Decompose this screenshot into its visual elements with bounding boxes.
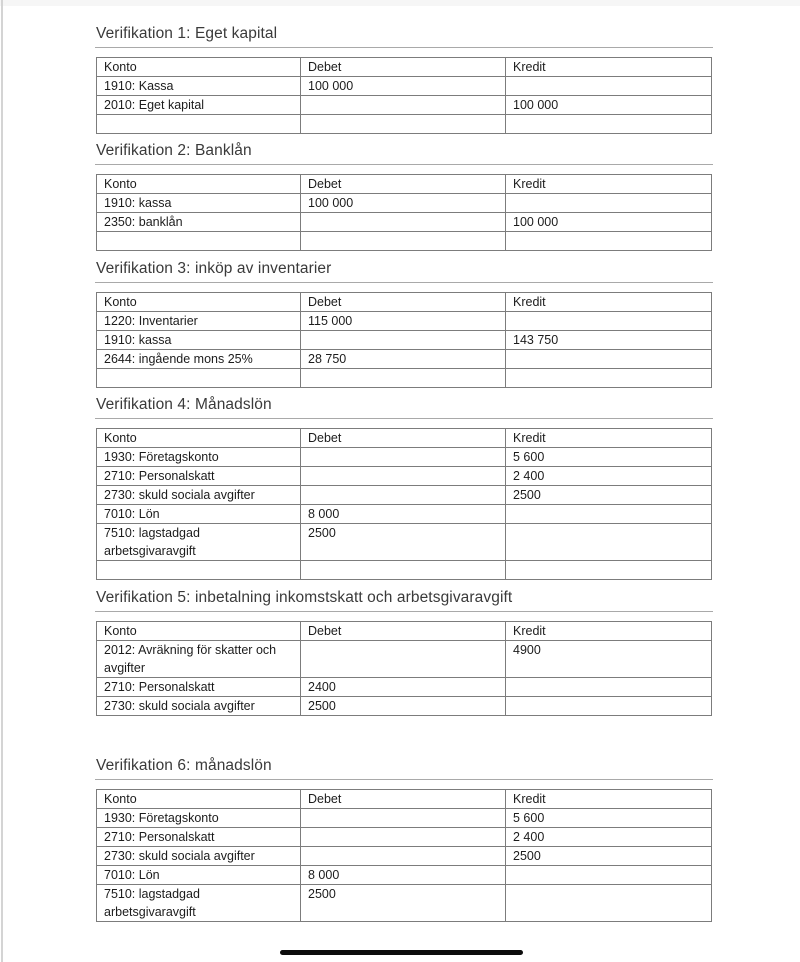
table-header-row <box>97 790 712 809</box>
cell-kredit <box>506 505 712 524</box>
cell-debet <box>301 213 506 232</box>
cell-konto: 1930: Företagskonto <box>97 809 301 828</box>
cell-konto: 7010: Lön <box>97 866 301 885</box>
header-debet: Debet <box>301 429 506 448</box>
cell-konto: 2710: Personalskatt <box>97 828 301 847</box>
table-header-row <box>97 175 712 194</box>
top-status-band <box>0 0 800 6</box>
verification-title: Verifikation 1: Eget kapital <box>96 25 278 42</box>
table-row-empty <box>97 369 712 388</box>
cell-debet <box>301 331 506 350</box>
cell-konto: 1910: kassa <box>97 331 301 350</box>
cell-konto: 2730: skuld sociala avgifter <box>97 847 301 866</box>
verification-1 <box>96 24 712 141</box>
cell-konto: 1220: Inventarier <box>97 312 301 331</box>
header-kredit: Kredit <box>506 175 712 194</box>
verification-title: Verifikation 5: inbetalning inkomstskatt och arbetsgivaravgift <box>96 589 513 606</box>
cell-kredit <box>506 561 712 580</box>
cell-debet: 2500 <box>301 524 506 561</box>
cell-konto <box>97 369 301 388</box>
cell-konto: 1910: kassa <box>97 194 301 213</box>
table-row <box>97 467 712 486</box>
ledger-table <box>96 292 712 388</box>
cell-kredit <box>506 194 712 213</box>
cell-debet <box>301 847 506 866</box>
table-row <box>97 486 712 505</box>
home-indicator[interactable] <box>280 950 523 955</box>
cell-kredit: 4900 <box>506 641 712 678</box>
cell-debet <box>301 448 506 467</box>
verification-4 <box>96 395 712 588</box>
cell-kredit <box>506 866 712 885</box>
cell-kredit <box>506 115 712 134</box>
cell-debet <box>301 232 506 251</box>
cell-kredit: 5 600 <box>506 809 712 828</box>
page-left-edge <box>1 0 3 962</box>
table-row <box>97 505 712 524</box>
verification-title: Verifikation 4: Månadslön <box>96 396 272 413</box>
cell-kredit <box>506 232 712 251</box>
ledger-table <box>96 428 712 580</box>
table-row-empty <box>97 561 712 580</box>
verification-3 <box>96 259 712 395</box>
header-konto: Konto <box>97 58 301 77</box>
cell-kredit <box>506 678 712 697</box>
cell-debet <box>301 809 506 828</box>
cell-kredit <box>506 885 712 922</box>
cell-konto: 1910: Kassa <box>97 77 301 96</box>
cell-debet <box>301 561 506 580</box>
cell-konto: 2710: Personalskatt <box>97 678 301 697</box>
header-debet: Debet <box>301 58 506 77</box>
verification-6 <box>96 756 712 922</box>
table-row <box>97 697 712 716</box>
cell-kredit: 100 000 <box>506 213 712 232</box>
cell-debet: 2500 <box>301 885 506 922</box>
cell-konto <box>97 115 301 134</box>
cell-debet: 100 000 <box>301 77 506 96</box>
header-kredit: Kredit <box>506 429 712 448</box>
cell-konto: 2730: skuld sociala avgifter <box>97 486 301 505</box>
cell-kredit: 2 400 <box>506 828 712 847</box>
table-row <box>97 678 712 697</box>
cell-debet: 115 000 <box>301 312 506 331</box>
cell-debet <box>301 369 506 388</box>
table-row-empty <box>97 115 712 134</box>
cell-debet <box>301 96 506 115</box>
ledger-table <box>96 621 712 716</box>
title-divider <box>95 164 713 165</box>
cell-kredit <box>506 312 712 331</box>
cell-debet: 8 000 <box>301 866 506 885</box>
ledger-table <box>96 789 712 922</box>
header-kredit: Kredit <box>506 58 712 77</box>
cell-konto: 2010: Eget kapital <box>97 96 301 115</box>
cell-konto: 2710: Personalskatt <box>97 467 301 486</box>
table-header-row <box>97 622 712 641</box>
cell-konto: 2012: Avräkning för skatter och avgifter <box>97 641 301 678</box>
table-header-row <box>97 58 712 77</box>
table-row <box>97 312 712 331</box>
ledger-table <box>96 57 712 134</box>
header-kredit: Kredit <box>506 790 712 809</box>
table-row-empty <box>97 232 712 251</box>
cell-debet <box>301 641 506 678</box>
title-divider <box>95 282 713 283</box>
table-row <box>97 350 712 369</box>
title-divider <box>95 611 713 612</box>
table-row <box>97 96 712 115</box>
cell-konto: 7510: lagstadgad arbetsgivaravgift <box>97 524 301 561</box>
table-row <box>97 448 712 467</box>
verification-title: Verifikation 3: inköp av inventarier <box>96 260 332 277</box>
document-page <box>96 24 712 922</box>
verification-2 <box>96 141 712 259</box>
header-debet: Debet <box>301 622 506 641</box>
title-divider <box>95 779 713 780</box>
cell-kredit: 100 000 <box>506 96 712 115</box>
header-konto: Konto <box>97 622 301 641</box>
header-kredit: Kredit <box>506 622 712 641</box>
cell-konto: 7510: lagstadgad arbetsgivaravgift <box>97 885 301 922</box>
cell-debet: 2500 <box>301 697 506 716</box>
table-row <box>97 809 712 828</box>
verification-title: Verifikation 2: Banklån <box>96 142 252 159</box>
table-row <box>97 213 712 232</box>
ledger-table <box>96 174 712 251</box>
cell-konto: 1930: Företagskonto <box>97 448 301 467</box>
cell-debet: 28 750 <box>301 350 506 369</box>
table-row <box>97 194 712 213</box>
table-row <box>97 77 712 96</box>
cell-kredit: 143 750 <box>506 331 712 350</box>
header-debet: Debet <box>301 293 506 312</box>
cell-konto: 2730: skuld sociala avgifter <box>97 697 301 716</box>
verification-title: Verifikation 6: månadslön <box>96 757 272 774</box>
cell-debet: 2400 <box>301 678 506 697</box>
table-row <box>97 641 712 678</box>
cell-debet <box>301 115 506 134</box>
cell-debet <box>301 486 506 505</box>
cell-kredit: 2 400 <box>506 467 712 486</box>
header-konto: Konto <box>97 293 301 312</box>
cell-kredit: 5 600 <box>506 448 712 467</box>
cell-konto <box>97 232 301 251</box>
table-row <box>97 828 712 847</box>
cell-konto: 2644: ingående mons 25% <box>97 350 301 369</box>
cell-kredit <box>506 369 712 388</box>
cell-kredit <box>506 350 712 369</box>
table-row <box>97 524 712 561</box>
cell-kredit: 2500 <box>506 847 712 866</box>
table-row <box>97 866 712 885</box>
title-divider <box>95 418 713 419</box>
table-row <box>97 847 712 866</box>
cell-konto: 2350: banklån <box>97 213 301 232</box>
header-debet: Debet <box>301 790 506 809</box>
header-konto: Konto <box>97 175 301 194</box>
cell-kredit <box>506 77 712 96</box>
header-konto: Konto <box>97 790 301 809</box>
cell-kredit: 2500 <box>506 486 712 505</box>
cell-debet <box>301 828 506 847</box>
cell-debet <box>301 467 506 486</box>
cell-konto <box>97 561 301 580</box>
cell-debet: 8 000 <box>301 505 506 524</box>
verification-5 <box>96 588 712 756</box>
header-debet: Debet <box>301 175 506 194</box>
table-header-row <box>97 293 712 312</box>
title-divider <box>95 47 713 48</box>
table-row <box>97 331 712 350</box>
table-row <box>97 885 712 922</box>
cell-debet: 100 000 <box>301 194 506 213</box>
cell-kredit <box>506 697 712 716</box>
header-konto: Konto <box>97 429 301 448</box>
header-kredit: Kredit <box>506 293 712 312</box>
cell-kredit <box>506 524 712 561</box>
cell-konto: 7010: Lön <box>97 505 301 524</box>
table-header-row <box>97 429 712 448</box>
